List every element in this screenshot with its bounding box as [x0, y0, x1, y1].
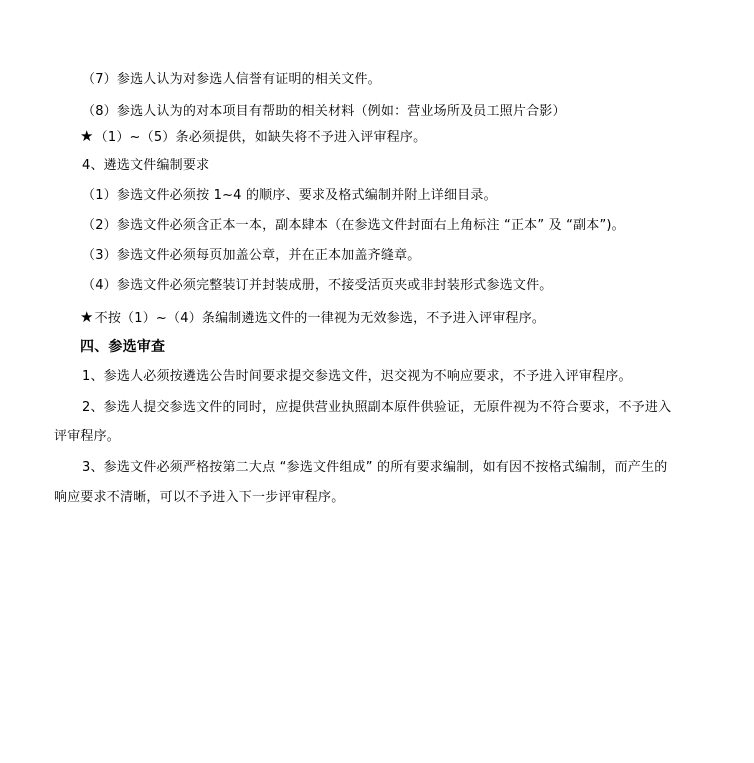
section-heading-text: 四、参选审查: [80, 339, 166, 355]
requirement-4-text: （4）参选文件必须完整装订并封装成册，不接受活页夹或非封装形式参选文件。: [82, 278, 553, 293]
section-heading: [80, 338, 165, 356]
requirement-4: [82, 277, 552, 295]
review-paragraph-3-line-1: [82, 459, 667, 477]
requirement-1-text: （1）参选文件必须按 1~4 的顺序、要求及格式编制并附上详细目录。: [82, 188, 497, 203]
requirement-1: [82, 187, 497, 205]
item-8-text: （8）参选人认为的对本项目有帮助的相关材料（例如：营业场所及员工照片合影）: [82, 104, 566, 119]
invalid-note-text: 不按（1）~（4）条编制遴选文件的一律视为无效参选，不予进入评审程序。: [94, 311, 546, 326]
review-paragraph-1: [82, 368, 632, 386]
review-paragraph-2-text-2: 评审程序。: [54, 429, 121, 444]
requirement-2: [82, 217, 625, 235]
review-paragraph-2-line-2: [54, 428, 120, 446]
requirement-3-text: （3）参选文件必须每页加盖公章，并在正本加盖齐缝章。: [82, 248, 421, 263]
subsection-title-text: 4、遴选文件编制要求: [82, 158, 210, 173]
item-7: [82, 71, 381, 89]
required-note-text: （1）~（5）条必须提供，如缺失将不予进入评审程序。: [94, 130, 427, 145]
subsection-title: [82, 157, 209, 175]
requirement-3: [82, 247, 420, 265]
requirement-2-text: （2）参选文件必须含正本一本，副本肆本（在参选文件封面右上角标注 “正本” 及 “副本”)。: [82, 218, 625, 233]
review-paragraph-1-text: 1、参选人必须按遴选公告时间要求提交参选文件，迟交视为不响应要求，不予进入评审程序。: [82, 369, 632, 384]
review-paragraph-3-text-1: 3、参选文件必须严格按第二大点 “参选文件组成” 的所有要求编制，如有因不按格式编制，而产生的: [82, 460, 668, 475]
item-7-text: （7）参选人认为对参选人信誉有证明的相关文件。: [82, 72, 381, 87]
review-paragraph-3-text-2: 响应要求不清晰，可以不予进入下一步评审程序。: [54, 490, 345, 505]
star-icon: ★: [80, 308, 94, 326]
review-paragraph-3-line-2: [54, 489, 344, 507]
star-icon: ★: [80, 127, 94, 145]
invalid-note: [80, 308, 545, 328]
item-8: [82, 103, 566, 121]
required-note: [80, 127, 426, 147]
review-paragraph-2-text-1: 2、参选人提交参选文件的同时，应提供营业执照副本原件供验证，无原件视为不符合要求，不予进入: [82, 400, 672, 415]
review-paragraph-2-line-1: [82, 399, 671, 417]
